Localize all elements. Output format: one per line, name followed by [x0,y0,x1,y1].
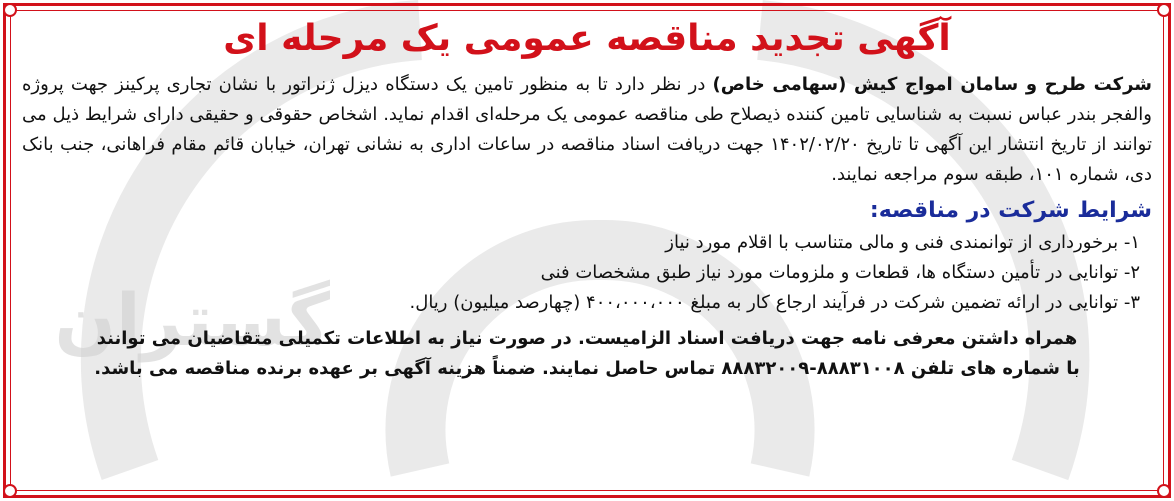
condition-item: ۱- برخورداری از توانمندی فنی و مالی متناسب با اقلام مورد نیاز [665,232,1140,253]
corner-ornament-bl [3,484,17,498]
notice-title: آگهی تجدید مناقصه عمومی یک مرحله ای [223,18,951,59]
footer-line: با شماره های تلفن ۸۸۸۳۱۰۰۸-۸۸۸۳۲۰۰۹ تماس حاصل نمایند. ضمناً هزینه آگهی بر عهده برنده مناقصه می باشد. [94,358,1080,379]
corner-ornament-tl [3,3,17,17]
corner-ornament-tr [1157,3,1171,17]
notice-content [22,14,1152,490]
corner-ornament-br [1157,484,1171,498]
condition-item: ۳- توانایی در ارائه تضمین شرکت در فرآیند ارجاع کار به مبلغ ۴۰۰،۰۰۰،۰۰۰ (چهارصد میلیون) ریال. [409,292,1140,313]
conditions-list [22,228,1152,318]
conditions-heading: شرایط شرکت در مناقصه: [869,198,1152,223]
footer-line: همراه داشتن معرفی نامه جهت دریافت اسناد الزامیست. در صورت نیاز به اطلاعات تکمیلی متقاضیان می توانند [96,328,1078,349]
intro-paragraph [22,70,1152,190]
condition-item: ۲- توانایی در تأمین دستگاه ها، قطعات و ملزومات مورد نیاز طبق مشخصات فنی [540,262,1140,283]
company-name: شرکت طرح و سامان امواج کیش (سهامی خاص) [712,74,1152,95]
watermark-text: گستران [54,278,330,362]
footer-note [22,324,1152,384]
intro-text: در نظر دارد تا به منظور تامین یک دستگاه دیزل ژنراتور با نشان تجاری پرکینز جهت پروژه والفجر بندر عباس نسبت به شناسایی تامین کننده ذیصلاح طی مناقصه عمومی یک مرحله‌ای اقدام نماید. اشخاص حقوقی و حقیقی دارای شرایط ذیل می توانند از تاریخ انتشار این آگهی تا تاریخ ۱۴۰۲/۰۲/۲۰ جهت دریافت اسناد مناقصه در ساعات اداری به نشانی تهران، خیابان قائم مقام فراهانی، جنب بانک دی، شماره ۱۰۱، طبقه سوم مراجعه نمایند. [22,74,1152,185]
